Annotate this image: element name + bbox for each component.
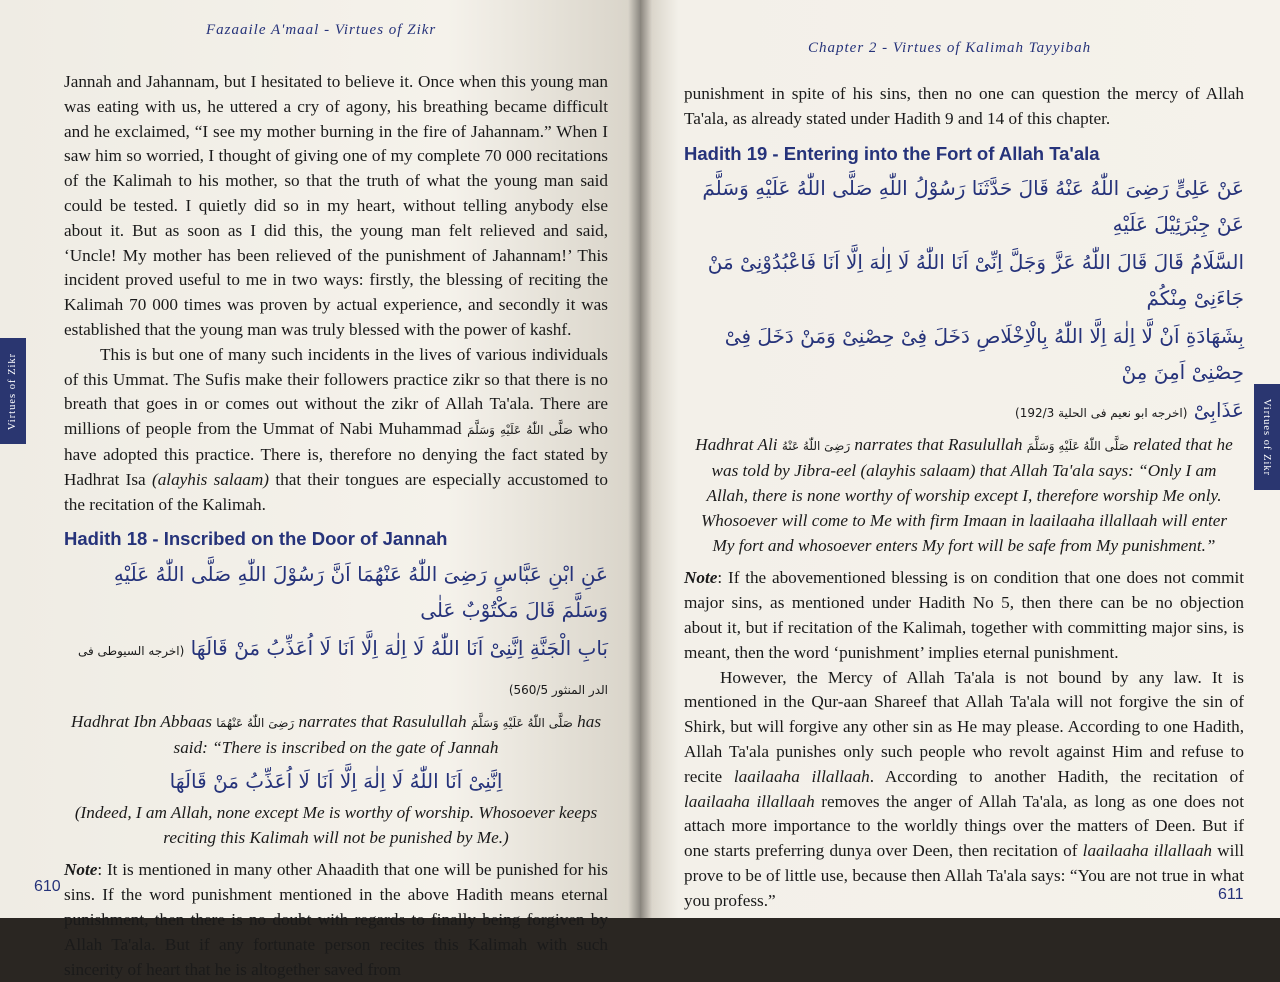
honorific-nabi: صَلَّى اللّٰهُ عَلَيْهِ وَسَلَّمَ [467,423,573,438]
hadith-18-title: - Inscribed on the Door of Jannah [147,528,448,550]
hadith-19-number: Hadith 19 [684,142,768,164]
hadith-19-trans-2: narrates that Rasulullah [850,435,1027,455]
hadith-18-reference: (اخرجه السيوطى فى الدر المنثور 560/5) [77,644,608,698]
right-side-tab [1254,384,1280,490]
hadith-18-arabic-3: اِنَّنِىْ اَنَا اللّٰهُ لَا اِلٰهَ اِلَّا اَنَا لَا اُعَذِّبُ مَنْ قَالَهَا [169,768,503,793]
honorific-ali: رَضِىَ اللّٰهُ عَنْهُ [781,439,851,454]
right-paragraph-3a: However, the Mercy of Allah Ta'ala is not bound by any law. It is mentioned in the Qur-aan Shareef that Allah Ta'ala will not forgive the sin of Shirk, but will forgive any other sin as He may please. According to one Hadith, Allah Ta'ala punishes only such people who revolt against Him and refuse to recite [684,667,1244,786]
hadith-19-trans-1: Hadhrat Ali [695,435,782,455]
right-paragraph-3d: will prove to be of little use, because then Allah Ta'ala says: “You are not true in what you profess.” [684,841,1244,910]
hadith-19-title: - Entering into the Fort of Allah Ta'ala [767,142,1100,164]
left-paragraph-2 [64,343,608,518]
hadith-18-translation [64,710,608,761]
left-running-head: Fazaaile A'maal - Virtues of Zikr [206,22,437,38]
hadith-19-arabic-line-4 [684,392,1244,431]
hadith-18-heading [64,527,608,552]
hadith-19-arabic-3: بِشَهَادَةِ اَنْ لَّا اِلٰهَ اِلَّا اللّٰهُ بِالْاِخْلَاصِ دَخَلَ فِىْ حِصْنِىْ وَمَنْ دَخَلَ فِىْ حِصْنِىْ اَمِنَ مِنْ [724,324,1244,385]
left-note-text: : It is mentioned in many other Ahaadith that one will be punished for his sins. If the word punishment mentioned in the above Hadith means eternal punishment, then there is no doubt with regards to finally being forgiven by Allah Ta'ala. But if any fortunate person recites this Kalimah with such sincerity of heart that he is altogether saved from [64,860,608,979]
right-page [640,0,1280,918]
book-gutter [628,0,652,918]
honorific-rasul-19: صَلَّى اللّٰهُ عَلَيْهِ وَسَلَّمَ [1026,439,1129,454]
right-paragraph-1: punishment in spite of his sins, then no one can question the mercy of Allah Ta'ala, as already stated under Hadith 9 and 14 of this chapter. [684,84,1244,128]
left-note-label: Note [64,860,98,880]
right-note-label: Note [684,568,718,588]
hadith-18-trans-3: has said: “There is inscribed on the gate of Jannah [173,712,602,757]
right-text-block [684,82,1244,914]
hadith-18-number: Hadith 18 [64,528,148,550]
left-paragraph-2d: that their tongues are especially accustomed to the recitation of the Kalimah. [64,469,608,514]
left-text-block [64,70,608,982]
hadith-18-arabic-1: عَنِ ابْنِ عَبَّاسٍ رَضِىَ اللّٰهُ عَنْهُمَا اَنَّ رَسُوْلَ اللّٰهِ صَلَّى اللّٰهُ عَلَيْهِ وَسَلَّمَ قَالَ مَكْتُوْبٌ عَلٰى [113,562,608,623]
right-paragraph-3b: . According to another Hadith, the recitation of [869,766,1244,786]
left-note [64,858,608,982]
term-laailaaha-2: laailaaha illallaah [684,791,815,811]
left-side-tab [0,338,26,444]
hadith-18-arabic-line-2 [64,630,608,708]
hadith-19-heading [684,142,1244,167]
hadith-19-trans-3: related that he was told by Jibra-eel (alayhis salaam) that Allah Ta'ala says: “Only I am Allah, there is none worthy of worship except I, therefore worship Me only. Whosoever will come to Me with firm Imaan in laailaaha illallaah will enter My fort and whosoever enters My fort will be safe from My punishment.” [700,435,1233,555]
hadith-18-arabic-2: بَابِ الْجَنَّةِ اِنَّنِىْ اَنَا اللّٰهُ لَا اِلٰهَ اِلَّا اَنَا لَا اُعَذِّبُ مَنْ قَالَهَا [190,636,608,661]
left-paragraph-2b: who have adopted this practice. There is, therefore no denying the fact stated by Hadhrat Isa [64,419,609,489]
hadith-18-trans-2: narrates that Rasulullah [294,712,471,732]
hadith-19-reference: (اخرجه ابو نعيم فى الحلية 192/3) [1015,406,1188,421]
term-laailaaha-3: laailaaha illallaah [1082,841,1213,861]
honorific-rasul-18: صَلَّى اللّٰهُ عَلَيْهِ وَسَلَّمَ [470,716,573,731]
right-note [684,566,1244,665]
right-paragraph-3c: removes the anger of Allah Ta'ala, as long as one does not attach more importance to the worldly things over the matters of Deen. But if one starts preferring dunya over Deen, then recitation of [684,791,1245,861]
right-side-tab-label: Virtues of Zikr [1261,398,1273,476]
hadith-19-arabic-1: عَنْ عَلِىٍّ رَضِىَ اللّٰهُ عَنْهُ قَالَ حَدَّثَنَا رَسُوْلُ اللّٰهِ صَلَّى اللّٰهُ عَلَيْهِ وَسَلَّمَ عَنْ جِبْرَئِيْلَ عَلَيْهِ [702,176,1244,237]
left-paragraph-2a: This is but one of many such incidents in the lives of various individuals of this Ummat. The Sufis make their followers practice zikr so that there is no breath that goes in or comes out without the zikr of Allah Ta'ala. There are millions of people from the Ummat of Nabi Muhammad [64,344,608,439]
right-page-number: 611 [1218,886,1244,903]
left-page-number: 610 [34,878,61,895]
hadith-19-translation [684,433,1244,558]
left-side-tab-label: Virtues of Zikr [7,352,19,430]
hadith-19-arabic-2: السَّلَامُ قَالَ قَالَ اللّٰهُ عَزَّ وَجَلَّ اِنِّىْ اَنَا اللّٰهُ لَا اِلٰهَ اِلَّا اَنَا فَاعْبُدُوْنِىْ مَنْ جَاءَنِىْ مِنْكُمْ [707,250,1244,311]
right-running-head: Chapter 2 - Virtues of Kalimah Tayyibah [808,40,1092,56]
term-laailaaha-1: laailaaha illallaah [733,766,870,786]
hadith-18-trans-1: Hadhrat Ibn Abbaas [70,712,212,732]
left-paragraph-2c: (alayhis salaam) [151,469,270,489]
left-paragraph-1: Jannah and Jahannam, but I hesitated to believe it. Once when this young man was eating with us, he uttered a cry of agony, his breathing became difficult and he exclaimed, “I see my mother burning in the fire of Jahannam.” When I saw him so worried, I thought of giving one of my complete 70 000 recitations of the Kalimah to his mother, so that the truth of what the young man said could be tested. I quietly did so in my heart, without telling anybody else about it. But as soon as I did this, the young man felt relieved and said, ‘Uncle! My mother has been relieved of the punishment of Jahannam!’ This incident proved useful to me in two ways: firstly, the blessing of reciting the Kalimah 70 000 times was proven by actual experience, and secondly it was established that the young man was truly blessed with the power of kashf. [64,72,608,339]
right-paragraph-3 [684,666,1244,914]
hadith-18-trans-4: (Indeed, I am Allah, none except Me is worthy of worship. Whosoever keeps reciting this Kalimah will not be punished by Me.) [74,802,598,847]
right-note-text: : If the abovementioned blessing is on condition that one does not commit major sins, as mentioned under Hadith No 5, then there can be no objection about it, but if recitation of the Kalimah, together with committing major sins, is meant, then the word ‘punishment’ implies eternal punishment. [684,568,1244,662]
honorific-ibn-abbaas: رَضِىَ اللّٰهُ عَنْهُمَا [216,716,295,731]
left-page [0,0,640,979]
hadith-19-arabic-4: عَذَابِىْ [1193,398,1244,423]
